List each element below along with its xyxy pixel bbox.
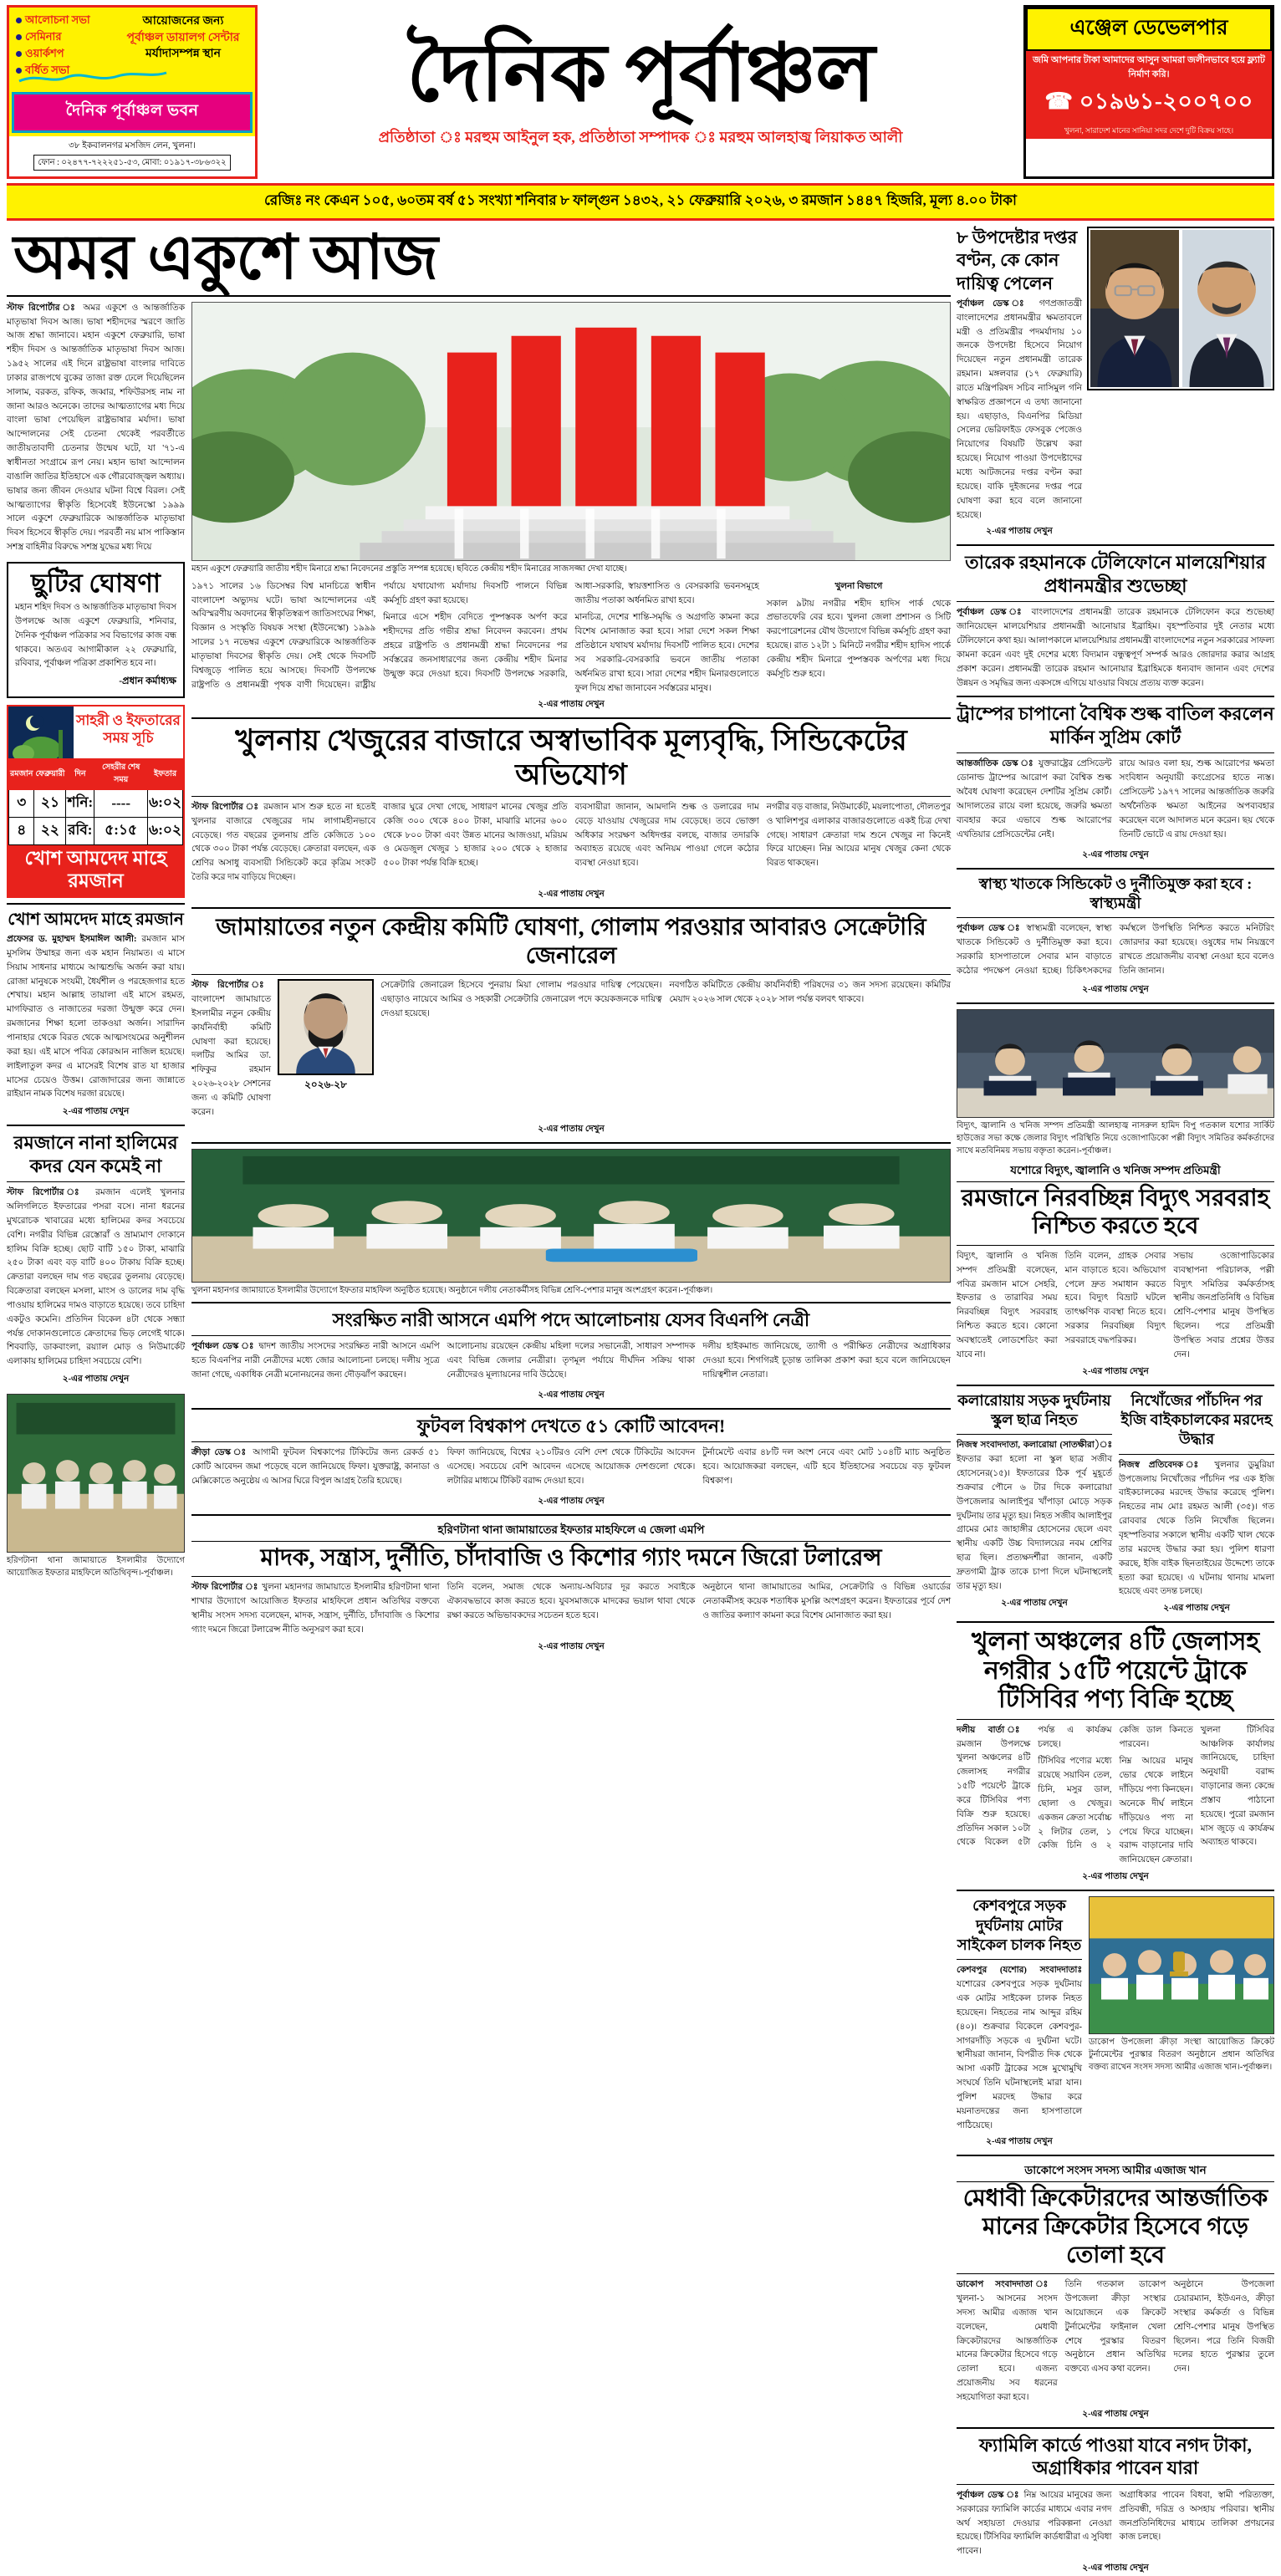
advisors-block [957,227,1082,539]
cricket-award-image [1090,1897,1273,2033]
accident-headline: কলারোয়ায় সড়ক দুর্ঘটনায় স্কুল ছাত্র নিহত [957,1391,1111,1428]
electricity-kicker: যশোরে বিদ্যুৎ, জ্বালানি ও খনিজ সম্পদ প্রতিমন্ত্রী [957,1161,1274,1182]
lead-body-columns [191,580,951,696]
women-mp-body [191,1340,951,1386]
jump-line[interactable]: ২-এর পাতায় দেখুন [1082,1366,1149,1376]
ramzan-body [7,1186,185,1370]
jamaat-byline: স্টাফ রিপোর্টার ঃ [191,981,271,991]
trump-body [957,757,1274,845]
divider [957,601,1274,602]
iftar-th-iftar: ইফতার [148,759,183,790]
anwar-ibrahim-portrait [1182,230,1271,387]
lead-photo-caption: মহান একুশে ফেব্রুয়ারি জাতীয় শহীদ মিনারে শ্রদ্ধা নিবেদনের প্রস্তুতি সম্পন্ন হয়েছে। ছবিতে কেন্দ্রীয় শহীদ মিনারের সাজসজ্জা দেখা যাচ্ছে। [191,564,627,574]
jump-line[interactable]: ২-এর পাতায় দেখুন [538,1390,605,1400]
leaders-photo-block [1087,227,1274,539]
family-card-body [957,2489,1274,2559]
khosh-article-title: খোশ আমদেদ মাহে রমজান [8,911,184,930]
khejur-headline: খুলনায় খেজুরের বাজারে অস্বাভাবিক মূল্যবৃদ্ধি, সিন্ডিকেটের অভিযোগ [235,724,907,791]
khejur-col4: নগরীর বড় বাজার, নিউমার্কেট, ময়লাপোতা, দৌলতপুর ও খালিশপুর এলাকার বাজারগুলোতে একই চিত্র দেখা গেছে। সাধারণ ক্রেতারা দাম শুনে খেজুর না কিনেই ফিরে যাচ্ছেন। নিম্ন আয়ের মানুষ খেজুর কেনা থেকে বিরত থাকছেন। [766,802,951,869]
advisors-byline: পূর্বাঞ্চল ডেস্ক ঃ [957,298,1031,309]
ad-line-1: আয়োজনের জন্য [142,15,224,28]
divider [191,1514,951,1516]
malaysia-text: বাংলাদেশের প্রধানমন্ত্রী তারেক রহমানকে টেলিফোন করে শুভেচ্ছা জানিয়েছেন মালয়েশিয়ার প্রধানমন্ত্রী আনোয়ার ইব্রাহিম। বৃহস্পতিবার দুই নেতার মধ্যে টেলিফোনে কথা হয়। আলাপকালে মালয়েশিয়ার প্রধানমন্ত্রী বাংলাদেশের নতুন সরকারের সাফল্য কামনা করেন এবং দুই দেশের মধ্যে বিদ্যমান বন্ধুত্বপূর্ণ সম্পর্ক আরও জোরদার করার আগ্রহ প্রকাশ করেন। প্রধানমন্ত্রী তারেক রহমান আনোয়ার ইব্রাহিমকে ধন্যবাদ জানান এবং দেশের উন্নয়ন ও সমৃদ্ধির জন্য একসঙ্গে এগিয়ে যাওয়ার বিষয়ে প্রত্যয় ব্যক্ত করেন। [957,608,1274,688]
divider [957,917,1274,918]
divider [191,1302,951,1303]
squiggle-decoration-icon [18,69,168,84]
health-body [957,922,1274,980]
lead-byline: স্টাফ রিপোর্টার ঃ [7,303,79,313]
ad-bullet-label: আলোচনা সভা [25,13,90,26]
divider [191,1441,951,1442]
tarique-rahman-portrait [1090,230,1179,387]
divider [191,1408,951,1410]
jamaat-col3: নবগঠিত কমিটিতে কেন্দ্রীয় কার্যনির্বাহী পরিষদের ৩১ জন সদস্য রয়েছেন। কমিটির মেয়াদ ২০২৬ সাল থেকে ২০২৮ সাল পর্যন্ত বলবৎ থাকবে। [669,981,951,1005]
iftar-mahfil-photo [191,1149,951,1283]
jump-line[interactable]: ২-এর পাতায় দেখুন [1163,1604,1230,1614]
trump-byline: আন্তর্জাতিক ডেস্ক ঃ [957,759,1035,769]
iftar-cell: ৪ [9,818,34,845]
masthead-right-ad [1023,5,1274,179]
trump-col1: যুক্তরাষ্ট্রের প্রেসিডেন্ট ডোনাল্ড ট্রাম্পের আরোপ করা বৈশ্বিক শুল্ক অবৈধ ঘোষণা করেছেন দেশটির সুপ্রিম কোর্ট। আদালতের রায়ে বলা হয়েছে, জরুরি ক্ষমতা ব্যবহার করে এভাবে শুল্ক আরোপের এখতিয়ার প্রেসিডেন্টের নেই। [957,759,1112,839]
zt-col2: তিনি বলেন, সমাজ থেকে অন্যায়-অবিচার দূর করতে সবাইকে ঐক্যবদ্ধভাবে কাজ করতে হবে। যুবসমাজকে মাদকের ভয়াল থাবা থেকে রক্ষা করতে অভিভাবকদের সচেতন হতে হবে। [447,1583,696,1620]
ad-bullet-label: বর্ধিত সভা [25,64,70,77]
ad-bullet-item [16,12,116,28]
cricket-col3: অনুষ্ঠানে উপজেলা চেয়ারম্যান, ইউএনও, ক্রীড়া সংস্থার কর্মকর্তা ও বিভিন্ন শ্রেণি-পেশার মানুষ উপস্থিত ছিলেন। পরে তিনি বিজয়ী দলের হাতে পুরস্কার তুলে দেন। [1173,2280,1274,2375]
family-card-headline: ফ্যামিলি কার্ডে পাওয়া যাবে নগদ টাকা, অগ্রাধিকার পাবেন যারা [978,2434,1253,2479]
dialog-center-ad [9,8,255,89]
masthead [7,5,1274,179]
accident-byline: নিজস্ব সংবাদদাতা, কলারোয়া (সাতক্ষীরা)ঃ [957,1441,1112,1451]
jump-line[interactable]: ২-এর পাতায় দেখুন [62,1375,130,1385]
lead-col1-text: অমর একুশে ও আন্তর্জাতিক মাতৃভাষা দিবস আজ। ভাষা শহীদদের স্মরণে জাতি আজ শ্রদ্ধা জানাবে। মহান একুশে ফেব্রুয়ারি, ভাষা শহীদ দিবস ও আন্তর্জাতিক মাতৃভাষা দিবস আজ। ১৯৫২ সালের এই দিনে রাষ্ট্রভাষা বাংলার দাবিতে ঢাকার রাজপথে বুকের তাজা রক্ত ঢেলে দিয়েছিলেন সালাম, বরকত, রফিক, জব্বার, শফিউরসহ নাম না জানা আরও অনেকে। তাদের আত্মত্যাগের মধ্য দিয়ে বাংলা ভাষা পেয়েছিল রাষ্ট্রভাষার মর্যাদা। ভাষা আন্দোলনের সেই চেতনা থেকেই পরবর্তীতে জাতীয়তাবাদী চেতনার উন্মেষ ঘটে, যা '৭১-এ স্বাধীনতা সংগ্রামে রূপ নেয়। মহান ভাষা আন্দোলন বাঙালি জাতির ইতিহাসে এক গৌরবোজ্জ্বল অধ্যায়। ভাষার জন্য জীবন দেওয়ার ঘটনা বিশ্বে বিরল। সেই আত্মত্যাগের স্বীকৃতি হিসেবেই ইউনেস্কো ১৯৯৯ সালে একুশে ফেব্রুয়ারিকে আন্তর্জাতিক মাতৃভাষা দিবস হিসেবে স্বীকৃতি দেয়। পরবর্তী নয় মাস পাকিস্তান সশস্ত্র বাহিনীর বিরুদ্ধে সশস্ত্র যুদ্ধের মধ্য দিয়ে [7,303,185,553]
ad-bullet-item [16,28,116,45]
ad-line-2: পূর্বাঞ্চল ডায়ালগ সেন্টার [126,31,240,44]
masthead-left-ad [7,5,258,179]
cricket-headline: মেধাবী ক্রিকেটারদের আন্তর্জাতিক মানের ক্রিকেটার হিসেবে গড়ে তোলা হবে [962,2186,1268,2268]
center-column [191,302,951,1655]
iftar-cell: ---- [94,790,148,818]
keshabpur-headline: কেশবপুরে সড়ক দুর্ঘটনায় মোটর সাইকেল চালক নিহত [957,1897,1082,1953]
masthead-address [9,135,255,172]
holiday-text: মহান শহিদ দিবস ও আন্তর্জাতিক মাতৃভাষা দিবস উপলক্ষে আজ একুশে ফেব্রুয়ারি, শনিবার, দৈনিক পূর্বাঞ্চল পত্রিকার সব বিভাগের কাজ বন্ধ থাকবে। অতএব আগামীকাল ২২ ফেব্রুয়ারি, রবিবার, পূর্বাঞ্চল পত্রিকা প্রকাশিত হবে না। [15,602,176,669]
iftar-cell: ৫:১৫ [94,818,148,845]
iftar-cell: ৬:০২ [148,818,183,845]
football-body [191,1446,951,1492]
divider [957,2427,1274,2429]
tcb-byline: দলীয় বার্তা ঃ [957,1725,1031,1735]
health-text: স্বাস্থ্যমন্ত্রী বলেছেন, স্বাস্থ্য খাতকে সিন্ডিকেট ও দুর্নীতিমুক্ত করা হবে। সরকারি হাসপাতালে সেবার মান বাড়াতে কঠোর পদক্ষেপ নেওয়া হচ্ছে। চিকিৎসকদের কর্মস্থলে উপস্থিতি নিশ্চিত করতে মনিটরিং জোরদার করা হয়েছে। ওষুধের দাম নিয়ন্ত্রণে রাখতে প্রয়োজনীয় ব্যবস্থা নেওয়া হবে বলেও তিনি জানান। [957,924,1274,976]
cricket-award-photo [1089,1896,1274,2034]
jump-line[interactable]: ২-এর পাতায় দেখুন [538,1124,605,1134]
zt-col3: অনুষ্ঠানে থানা জামায়াতের আমির, সেক্রেটারি ও বিভিন্ন ওয়ার্ডের নেতাকর্মীসহ কয়েক শতাধিক মুসল্লি অংশগ্রহণ করেন। ইফতারের পূর্বে দেশ ও জাতির কল্যাণ কামনা করে বিশেষ মোনাজাত করা হয়। [702,1583,951,1620]
divider [7,295,951,297]
jump-line[interactable]: ২-এর পাতায় দেখুন [1001,1598,1068,1608]
jump-line[interactable]: ২-এর পাতায় দেখুন [538,890,605,899]
lead-col2-text: ১৯৭১ সালের ১৬ ডিসেম্বর বিশ্ব মানচিত্রে স্বাধীন বাংলাদেশ অভ্যুদয় ঘটে। ভাষা আন্দোলনের এই অবিস্মরণীয় অবদানের স্বীকৃতিস্বরূপ জাতিসংঘের শিক্ষা, বিজ্ঞান ও সংস্কৃতি বিষয়ক সংস্থা (ইউনেস্কো) ১৯৯৯ সালের ১৭ নভেম্বর একুশে ফেব্রুয়ারিকে আন্তর্জাতিক মাতৃভাষা দিবসের স্বীকৃতি দেয়। সেই থেকে দিবসটি বিশ্বজুড়ে পালিত হয়ে আসছে। দিবসটি উপলক্ষে রাষ্ট্রপতি ও প্রধানমন্ত্রী পৃথক বাণী দিয়েছেন। রাষ্ট্রীয় পর্যায়ে যথাযোগ্য মর্যাদায় দিবসটি পালনে বিভিন্ন কর্মসূচি গ্রহণ করা হয়েছে। [191,581,568,690]
divider [957,696,1274,697]
jump-line[interactable]: ২-এর পাতায় দেখুন [538,1496,605,1506]
divider [957,1959,1082,1960]
holiday-title: ছুটির ঘোষণা [31,568,161,598]
divider [7,903,185,905]
divider [191,796,951,797]
tcb-col1: রমজান উপলক্ষে খুলনা অঞ্চলের ৪টি জেলাসহ নগরীর ১৫টি পয়েন্টে ট্রাকে করে টিসিবির পণ্য বিক্রি শুরু হয়েছে। প্রতিদিন সকাল ১০টা থেকে বিকেল ৫টা পর্যন্ত এ কার্যক্রম চলছে। [957,1725,1112,1848]
trump-headline: ট্রাম্পের চাপানো বৈশ্বিক শুল্ক বাতিল করলেন মার্কিন সুপ্রিম কোর্ট [957,703,1274,747]
photo-caption: হরিণটানা থানা জামায়াতে ইসলামীর উদ্যোগে আয়োজিত ইফতার মাহফিলে অতিথিবৃন্দ।-পূর্বাঞ্চল। [7,1556,185,1579]
bike-text: খুলনার ডুমুরিয়া উপজেলায় নিখোঁজের পাঁচদিন পর এক ইজি বাইকচালকের মরদেহ উদ্ধার করেছে পুলিশ। নিহতের নাম মোঃ রহমত আলী (৩৫)। গত রোববার থেকে তিনি নিখোঁজ ছিলেন। বৃহস্পতিবার সকালে স্থানীয় একটি খাল থেকে তার মরদেহ উদ্ধার করা হয়। পুলিশ ধারণা করছে, ইজি বাইক ছিনতাইয়ের উদ্দেশ্যে তাকে হত্যা করা হয়েছে। এ ঘটনায় থানায় মামলা হয়েছে এবং তদন্ত চলছে। [1119,1460,1274,1597]
women-mp-col2: আলোচনায় রয়েছেন কেন্দ্রীয় মহিলা দলের সভানেত্রী, সাধারণ সম্পাদক এবং বিভিন্ন জেলার নেত্রীরা। তৃণমূল পর্যায়ে দীর্ঘদিন সক্রিয় থাকা নেত্রীদেরও মূল্যায়নের দাবি উঠেছে। [447,1342,696,1380]
divider [7,1125,185,1126]
iftar-gathering-photo [7,1394,185,1553]
iftar-schedule-box [7,705,185,898]
developer-footer: খুলনা, সারাদেশ মানের সানিয়া সদর দেশে দুটি বিক্রয় সাহে। [1026,124,1272,139]
divider [191,717,951,719]
khejur-byline: স্টাফ রিপোর্টার ঃ [191,802,260,812]
khosh-article-body [7,933,185,1102]
football-byline: ক্রীড়া ডেস্ক ঃ [191,1448,248,1458]
zt-byline: স্টাফ রিপোর্টার ঃ [191,1583,259,1593]
ramadan-welcome-banner: খোশ আমদেদ মাহে রমজান [8,845,183,896]
developer-brand: এঞ্জেল ডেভেলপার [1026,8,1272,51]
iftar-header [8,706,183,758]
divider [957,1385,1274,1386]
family-card-byline: পূর্বাঞ্চল ডেস্ক ঃ [957,2490,1021,2500]
women-mp-col3: দলীয় হাইকমান্ড জানিয়েছে, ত্যাগী ও পরীক্ষিত নেত্রীদের অগ্রাধিকার দেওয়া হবে। শিগগিরই চূড়ান্ত তালিকা প্রকাশ করা হবে বলে জানিয়েছেন দায়িত্বশীল নেতারা। [702,1342,951,1380]
khosh-text: রমজান মাস মুসলিম উম্মাহর জন্য এক মহান নিয়ামত। এ মাসে সিয়াম সাধনার মাধ্যমে আত্মশুদ্ধি অর্জন করা যায়। রোজা মানুষকে সংযমী, ধৈর্যশীল ও পরহেজগার হতে শেখায়। মহান আল্লাহ তায়ালা এই মাসে রহমত, মাগফিরাত ও নাজাতের দরজা উন্মুক্ত করে দেন। রমজানের শিক্ষা হলো তাকওয়া অর্জন। সারাদিন পানাহার থেকে বিরত থেকে আত্মসংযমের অনুশীলন করা হয়। এই মাসে পবিত্র কোরআন নাজিল হয়েছে। লাইলাতুল কদর এ মাসেরই বিশেষ রাত যা হাজার মাসের চেয়েও উত্তম। রোজাদারের জন্য জান্নাতে রাইয়ান নামক বিশেষ দরজা রয়েছে। [7,935,185,1099]
malaysia-body [957,606,1274,691]
accident-body [957,1439,1112,1594]
iftar-header-row [9,759,183,790]
lead-col4-text: মানচিত্র, দেশের শান্তি-সমৃদ্ধি ও অগ্রগতি কামনা করে বিশেষ মোনাজাত করা হবে। সারা দেশে সকল শিক্ষা প্রতিষ্ঠানে যথাযথ মর্যাদায় দিবসটি পালিত হবে। দেশের সব সরকারি-বেসরকারি ভবনে জাতীয় পতাকা অর্ধনমিত রাখা হবে। সারা দেশের শহীদ মিনারগুলোতে ফুল দিয়ে শ্রদ্ধা জানাবেন সর্বস্তরের মানুষ। [574,613,759,693]
photo-caption: ডাকোপ উপজেলা ক্রীড়া সংস্থা আয়োজিত ক্রিকেট টুর্নামেন্টের পুরস্কার বিতরণ অনুষ্ঠানে প্রধান অতিথির বক্তব্য রাখেন সংসদ সদস্য আমীর এজাজ খান।-পূর্বাঞ্চল। [1089,2038,1274,2073]
electricity-col2: তিনি বলেন, গ্রাহক সেবার মান বাড়াতে হবে। অভিযোগ পেলে দ্রুত সমাধান করতে হবে। বিদ্যুৎ বিভ্রাট ঘটলে তাৎক্ষণিক ব্যবস্থা নিতে হবে। সরকার নিরবচ্ছিন্ন বিদ্যুৎ সরবরাহে বদ্ধপরিকর। [1064,1251,1166,1345]
bike-byline: নিজস্ব প্রতিবেদক ঃ [1119,1460,1206,1470]
bullet-dot-icon [16,34,22,40]
jump-line[interactable]: ২-এর পাতায় দেখুন [538,700,605,710]
women-mp-col1: দ্বাদশ জাতীয় সংসদের সংরক্ষিত নারী আসনে এমপি হতে বিএনপির নারী নেত্রীদের মধ্যে জোর আলোচনা চলছে। দলীয় সূত্রে জানা গেছে, একাধিক নেত্রী মনোনয়নের জন্য দৌড়ঝাঁপ করছেন। [191,1342,440,1380]
portrait-image [279,981,372,1074]
left-column [7,302,185,1655]
jump-line[interactable]: ২-এর পাতায় দেখুন [62,1107,130,1117]
electricity-headline: রমজানে নিরবচ্ছিন্ন বিদ্যুৎ সরবরাহ নিশ্চিত করতে হবে [961,1185,1270,1240]
ad-bullet-label: ওয়ার্কশপ [25,47,64,60]
building-banner [9,89,255,135]
bike-block [1119,1391,1274,1617]
tcb-col3: নিম্ন আয়ের মানুষ ভোর থেকে লাইনে দাঁড়িয়ে পণ্য কিনছেন। অনেকে দীর্ঘ লাইনে দাঁড়িয়েও পণ্য না পেয়ে ফিরে যাচ্ছেন। বরাদ্দ বাড়ানোর দাবি জানিয়েছেন ক্রেতারা। [1119,1757,1193,1865]
accident-text: ইফতার করা হলো না স্কুল ছাত্র সজীব হোসেনের(১৫)। ইফতারের ঠিক পূর্ব মুহূর্তে শুক্রবার পৌনে ৬ টার দিকে কলারোয়া উপজেলার আলাইপুর খাঁপাড়া মোড়ে সড়ক দুর্ঘটনায় তার মৃত্যু হয়। নিহত সজীব আলাইপুর গ্রামের মোঃ জাহাঙ্গীর হোসেনের ছেলে এবং স্থানীয় একটি উচ্চ বিদ্যালয়ের নবম শ্রেণির ছাত্র ছিল। প্রত্যক্ষদর্শীরা জানান, একটি দ্রুতগামী ট্রাক তাকে চাপা দিলে ঘটনাস্থলেই তার মৃত্যু হয়। [957,1455,1112,1591]
iftar-cell: শনি: [66,790,94,818]
trump-col2: রায়ে আরও বলা হয়, শুল্ক আরোপের ক্ষমতা সংবিধান অনুযায়ী কংগ্রেসের হাতে ন্যস্ত। প্রেসিডেন্ট ১৯৭৭ সালের আন্তর্জাতিক জরুরি অর্থনৈতিক ক্ষমতা আইনের অপব্যবহার করেছেন বলে আদালত মনে করেন। ছয় থেকে তিনটি ভোটে এ রায় দেওয়া হয়। [1119,759,1274,839]
keshabpur-byline: কেশবপুর (যশোর) সংবাদদাতাঃ [957,1966,1082,1976]
khejur-body [191,801,951,885]
lead-col-1 [7,302,185,555]
lead-headline: অমর একুশে আজ [13,224,437,293]
jump-line[interactable]: ২-এর পাতায় দেখুন [1082,849,1149,860]
football-col3: টুর্নামেন্টে এবার ৪৮টি দল অংশ নেবে এবং মোট ১০৪টি ম্যাচ অনুষ্ঠিত হবে। আয়োজকরা বলছেন, এটি হবে ইতিহাসের সবচেয়ে বড় ফুটবল বিশ্বকাপ। [702,1448,951,1486]
health-byline: পূর্বাঞ্চল ডেস্ক ঃ [957,924,1023,934]
mosque-icon [8,706,74,758]
football-col1: আগামী ফুটবল বিশ্বকাপের টিকিটের জন্য রেকর্ড ৫১ কোটি আবেদন জমা পড়েছে বলে জানিয়েছে ফিফা। যুক্তরাষ্ট্র, কানাডা ও মেক্সিকোতে অনুষ্ঠেয় এ আসর ঘিরে বিপুল আগ্রহ তৈরি হয়েছে। [191,1448,440,1486]
iftar-cell: ২১ [34,790,66,818]
jump-line[interactable]: ২-এর পাতায় দেখুন [1082,2409,1149,2419]
iftar-th-month: ফেব্রুয়ারী [34,759,66,790]
issue-info-bar: রেজিঃ নং কেএন ১০৫, ৬০তম বর্ষ ৫১ সংখ্যা শনিবার ৮ ফাল্গুন ১৪৩২, ২১ ফেব্রুয়ারি ২০২৬, ৩ রমজান ১৪৪৭ হিজরি, মূল্য ৪.০০ টাকা [7,183,1274,221]
jamaat-col2: সেক্রেটারি জেনারেল হিসেবে পুনরায় মিয়া গোলাম পরওয়ার দায়িত্ব পেয়েছেন। এছাড়াও নায়েবে আমির ও সহকারী সেক্রেটারি জেনারেল পদে কয়েকজনকে দায়িত্ব দেওয়া হয়েছে। [380,981,662,1018]
divider [957,1621,1274,1623]
developer-ad-box[interactable] [1023,5,1274,179]
divider [191,1142,951,1144]
health-headline: স্বাস্থ্য খাতকে সিন্ডিকেট ও দুর্নীতিমুক্ত করা হবে : স্বাস্থ্যমন্ত্রী [978,875,1253,911]
leader-photo-left [1090,230,1179,387]
family-card-col2: অগ্রাধিকার পাবেন বিধবা, স্বামী পরিত্যক্তা, প্রতিবন্ধী, দরিদ্র ও অসহায় পরিবার। স্থানীয় জনপ্রতিনিধিদের মাধ্যমে তালিকা প্রণয়নের কাজ চলছে। [1119,2490,1274,2543]
divider [191,1576,951,1577]
ramzan-text: রমজান এলেই খুলনার অলিগলিতে ইফতারের পসরা বসে। নানা ধরনের মুখরোচক খাবারের মধ্যে হালিমের কদর সবচেয়ে বেশি। নগরীর বিভিন্ন রেস্তোরাঁ ও ভ্রাম্যমাণ দোকানে হালিম বিক্রি হচ্ছে। ছোট বাটি ১৫০ টাকা, মাঝারি ২৫০ টাকা এবং বড় বাটি ৪০০ টাকায় বিক্রি হচ্ছে। ক্রেতারা বলছেন দাম গত বছরের তুলনায় বেড়েছে। বিক্রেতারা বলছেন মসলা, মাংস ও ডালের দাম বৃদ্ধি পাওয়ায় হালিমের দামও বাড়াতে হয়েছে। তবে চাহিদা একটুও কমেনি। প্রতিদিন বিকেল ৪টা থেকে সন্ধ্যা পর্যন্ত দোকানগুলোতে ক্রেতাদের ভিড় লেগেই থাকে। শিববাড়ি, ডাকবাংলা, রয়্যাল মোড় ও নিউমার্কেট এলাকায় হালিমের চাহিদা সবচেয়ে বেশি। [7,1188,185,1367]
zero-tolerance-kicker: হরিণটানা থানা জামায়াতের ইফতার মাহফিলে এ জেলা এমপি [191,1521,951,1542]
advisors-text: গণপ্রজাতন্ত্রী বাংলাদেশের প্রধানমন্ত্রীর ক্ষমতাবলে মন্ত্রী ও প্রতিমন্ত্রীর পদমর্যাদায় ১০ জনকে উপদেষ্টা হিসেবে নিয়োগ দিয়েছেন নতুন প্রধানমন্ত্রী তারেক রহমান। মঙ্গলবার (১৭ ফেব্রুয়ারি) রাতে মন্ত্রিপরিষদ সচিব নাসিমুল গনি স্বাক্ষরিত প্রজ্ঞাপনে এ তথ্য জানানো হয়। এছাড়াও, বিএনপির মিডিয়া সেলের ভেরিফাইড ফেসবুক পেজেও নিয়োগের বিষয়টি উল্লেখ করা হয়েছে। নিয়োগ পাওয়া উপদেষ্টাদের মধ্যে আটজনের দপ্তর বণ্টন করা হয়েছে। বাকি দুইজনের দপ্তর পরে ঘোষণা করা হবে বলে জানানো হয়েছে। [957,298,1082,520]
jump-line[interactable]: ২-এর পাতায় দেখুন [1082,1872,1149,1882]
jamaat-col1-text: বাংলাদেশ জামায়াতে ইসলামীর নতুন কেন্দ্রীয় কার্যনির্বাহী কমিটি ঘোষণা করা হয়েছে। দলটির আমির ডা. শফিকুর রহমান ২০২৬-২০২৮ সেশনের জন্য এ কমিটি ঘোষণা করেন। [191,995,271,1117]
gathering-photo-image [8,1395,184,1552]
bike-body [1119,1459,1274,1599]
main-content [7,224,1274,2576]
lead-col3-text: মিনারে এসে শহীদ বেদিতে পুষ্পস্তবক অর্পণ করে শহীদদের প্রতি গভীর শ্রদ্ধা নিবেদন করবেন। প্রথম প্রহরে রাষ্ট্রপতি ও প্রধানমন্ত্রী শ্রদ্ধা নিবেদনের পর সর্বস্তরের জনসাধারণের জন্য কেন্দ্রীয় শহীদ মিনার উন্মুক্ত করে দেওয়া হবে। দিবসটি উপলক্ষে সরকারি, আধা-সরকারি, স্বায়ত্তশাসিত ও বেসরকারি ভবনসমূহে জাতীয় পতাকা অর্ধনমিত রাখা হবে। [383,581,759,679]
masthead-center [263,5,1018,179]
electricity-body [957,1250,1274,1363]
jump-line[interactable]: ২-এর পাতায় দেখুন [1082,984,1149,994]
divider [957,2484,1274,2485]
table-row [9,790,183,818]
zt-col1: খুলনা মহানগর জামায়াতে ইসলামীর হরিণটানা থানা শাখার উদ্যোগে আয়োজিত ইফতার মাহফিলে প্রধান অতিথির বক্তব্যে স্থানীয় সংসদ সদস্য বলেছেন, মাদক, সন্ত্রাস, দুর্নীতি, চাঁদাবাজি ও কিশোর গ্যাং দমনে জিরো টলারেন্স নীতি অনুসরণ করা হবে। [191,1583,440,1635]
iftar-cell: ৬:০২ [148,790,183,818]
jamaat-session: ২০২৬-২৮ [304,1079,347,1091]
founder-line: প্রতিষ্ঠাতা ঃ মরহুম আইনুল হক, প্রতিষ্ঠাতা সম্পাদক ঃ মরহুম আলহাজ্ব লিয়াকত আলী [378,128,903,145]
mosque-moon-image [8,706,74,758]
divider [957,1719,1274,1720]
advisors-headline: ৮ উপদেষ্টার দপ্তর বণ্টন, কে কোন দায়িত্ব পেলেন [957,227,1078,293]
jamaat-headline: জামায়াতের নতুন কেন্দ্রীয় কমিটি ঘোষণা, গোলাম পরওয়ার আবারও সেক্রেটারি জেনারেল [216,915,926,969]
keshabpur-block [957,1896,1082,2150]
khejur-col2: বাজার ঘুরে দেখা গেছে, সাধারণ মানের খেজুর প্রতি কেজি ৩০০ থেকে ৪০০ টাকা, মাঝারি মানের ৬০০ থেকে ৮০০ টাকা এবং উন্নত মানের আজওয়া, মরিয়ম ও মেডজুল খেজুর ১ হাজার ২০০ থেকে ২ হাজার ৫০০ টাকা পর্যন্ত বিক্রি হচ্ছে। [383,802,568,869]
football-headline: ফুটবল বিশ্বকাপ দেখতে ৫১ কোটি আবেদন! [416,1415,726,1436]
tcb-col2: টিসিবির পণ্যের মধ্যে রয়েছে সয়াবিন তেল, চিনি, মসুর ডাল, ছোলা ও খেজুর। একজন ক্রেতা সর্বোচ্চ ২ লিটার তেল, ১ কেজি চিনি ও ২ কেজি ডাল কিনতে পারবেন। [1038,1725,1193,1851]
khejur-col1: রমজান মাস শুরু হতে না হতেই খুলনার বাজারে খেজুরের দাম লাগামহীনভাবে বেড়েছে। গত বছরের তুলনায় প্রতি কেজিতে ১০০ থেকে ৩০০ টাকা পর্যন্ত বেড়েছে। ক্রেতারা বলছেন, এক শ্রেণির অসাধু ব্যবসায়ী সিন্ডিকেট করে কৃত্রিম সংকট তৈরি করে দাম বাড়িয়ে দিচ্ছেন। [191,802,376,883]
right-column [957,227,1274,2576]
iftar-th-ramadan: রমজান [9,759,34,790]
divider [957,1890,1274,1891]
jump-line[interactable]: ২-এর পাতায় দেখুন [1082,2563,1149,2573]
zero-tolerance-headline: মাদক, সন্ত্রাস, দুর্নীতি, চাঁদাবাজি ও কিশোর গ্যাং দমনে জিরো টলারেন্স [260,1544,882,1571]
ramzan-headline: রমজানে নানা হালিমের কদর যেন কমেই না [13,1132,178,1176]
jamaat-rest [380,979,951,1120]
divider [191,974,951,975]
cricket-kicker: ডাকোপে সংসদ সদস্য আমীর এজাজ খান [957,2161,1274,2182]
lead-col5-text: সকাল ৯টায় নগরীর শহীদ হাদিস পার্ক থেকে প্রভাতফেরি বের হবে। খুলনা জেলা প্রশাসন ও সিটি করপোরেশনের যৌথ উদ্যোগে বিভিন্ন কর্মসূচি গ্রহণ করা হয়েছে। রাত ১২টা ১ মিনিটে নগরীর শহীদ হাদিস পার্কে কেন্দ্রীয় শহীদ মিনারে পুষ্পস্তবক অর্পণের মধ্য দিয়ে কর্মসূচি শুরু হবে। [766,599,951,679]
keshabpur-body [957,1964,1082,2133]
ad-bullet-item [16,45,116,62]
developer-phone[interactable]: ☎ ০১৯৬১-২০০৭০০ [1026,84,1272,124]
electricity-col3: সভায় ওজোপাডিকোর ব্যবস্থাপনা পরিচালক, পল্লী বিদ্যুৎ সমিতির কর্মকর্তাসহ স্থানীয় জনপ্রতিনিধি ও বিভিন্ন শ্রেণি-পেশার মানুষ উপস্থিত ছিলেন। পরে প্রতিমন্ত্রী উপস্থিত সবার প্রশ্নের উত্তর দেন। [1173,1251,1274,1359]
developer-tagline: জমি আপনার টাকা আমাদের আসুন আমরা জলীনভাবে হয়ে ফ্ল্যাট নির্মাণ করি। [1026,51,1272,84]
keshabpur-text: যশোরের কেশবপুরে সড়ক দুর্ঘটনায় এক মোটর সাইকেল চালক নিহত হয়েছেন। নিহতের নাম আব্দুর রহিম (৪০)। শুক্রবার বিকেলে কেশবপুর-সাগরদাঁড়ি সড়কে এ দুর্ঘটনা ঘটে। স্থানীয়রা জানান, বিপরীত দিক থেকে আসা একটি ট্রাকের সঙ্গে মুখোমুখি সংঘর্ষে তিনি ঘটনাস্থলেই মারা যান। পুলিশ মরদেহ উদ্ধার করে ময়নাতদন্তের জন্য হাসপাতালে পাঠিয়েছে। [957,1980,1082,2130]
meeting-photo-image [957,1010,1273,1117]
table-row [9,818,183,845]
divider [191,907,951,909]
jump-line[interactable]: ২-এর পাতায় দেখুন [986,527,1053,537]
leader-photo-right [1182,230,1271,387]
iftar-cell: রবি: [66,818,94,845]
tcb-col4: খুলনা টিসিবির আঞ্চলিক কার্যালয় জানিয়েছে, চাহিদা অনুযায়ী বরাদ্দ বাড়ানোর জন্য কেন্দ্রে প্রস্তাব পাঠানো হয়েছে। পুরো রমজান মাস জুড়ে এ কার্যক্রম অব্যাহত থাকবে। [1200,1725,1274,1848]
women-mp-headline: সংরক্ষিত নারী আসনে এমপি পদে আলোচনায় যেসব বিএনপি নেত্রী [332,1308,810,1330]
divider [957,1434,1112,1435]
newspaper-title: দৈনিক পূর্বাঞ্চল [406,28,875,118]
building-name: দৈনিক পূর্বাঞ্চল ভবন [12,92,253,133]
cricket-col1: খুলনা-১ আসনের সংসদ সদস্য আমীর এজাজ খান বলেছেন, মেধাবী ক্রিকেটারদের আন্তর্জাতিক মানের ক্রিকেটার হিসেবে গড়ে তোলা হবে। এজন্য প্রয়োজনীয় সব ধরনের সহযোগিতা করা হবে। [957,2294,1058,2402]
divider [957,2273,1274,2274]
bullet-dot-icon [16,51,22,57]
tcb-body [957,1724,1274,1868]
women-mp-byline: পূর্বাঞ্চল ডেস্ক ঃ [191,1342,256,1352]
family-card-col1: নিম্ন আয়ের মানুষের জন্য সরকারের ফ্যামিলি কার্ডের মাধ্যমে এবার নগদ অর্থ সহায়তা দেওয়ার পরিকল্পনা নেওয়া হয়েছে। টিসিবির ফ্যামিলি কার্ডধারীরা এ সুবিধা পাবেন। [957,2490,1112,2557]
jump-line[interactable]: ২-এর পাতায় দেখুন [538,1641,605,1651]
khosh-author: প্রফেসর ড. মুহাম্মদ ইসমাঈল আলী: [7,935,137,945]
divider [957,544,1274,546]
tcb-headline: খুলনা অঞ্চলের ৪টি জেলাসহ নগরীর ১৫টি পয়েন্টে ট্রাকে টিসিবির পণ্য বিক্রি হচ্ছে [971,1628,1260,1714]
photo-caption: বিদ্যুৎ, জ্বালানি ও খনিজ সম্পদ প্রতিমন্ত্রী আলহাজ্ব নাসরুল হামিদ বিপু গতকাল যশোর সার্কিট হাউজের সভা কক্ষে জেলার বিদ্যুৎ পরিস্থিতি নিয়ে ওজোপাডিকো পল্লী বিদ্যুৎ সমিতির কর্মকর্তাদের সাথে মতবিনিময় সভায় বক্তৃতা করেন।-পূর্বাঞ্চল। [957,1120,1274,1155]
ad-bullet-label: সেমিনার [25,30,62,43]
photo-caption: খুলনা মহানগর জামায়াতে ইসলামীর উদ্যোগে ইফতার মাহফিল অনুষ্ঠিত হয়েছে। অনুষ্ঠানে দলীয় নেতাকর্মীসহ বিভিন্ন শ্রেণি-পেশার মানুষ অংশগ্রহণ করেন।-পূর্বাঞ্চল। [191,1285,713,1295]
accident-block [957,1391,1112,1617]
jump-line[interactable]: ২-এর পাতায় দেখুন [986,2137,1053,2147]
divider [191,1335,951,1336]
holiday-signature: -প্রধান কর্মাধ্যক্ষ [119,676,176,687]
iftar-cell: ২২ [34,818,66,845]
divider [957,2155,1274,2156]
malaysia-headline: তারেক রহমানকে টেলিফোনে মালয়েশিয়ার প্রধানমন্ত্রীর শুভেচ্ছা [965,552,1266,596]
divider [957,1002,1274,1004]
football-col2: ফিফা জানিয়েছে, বিশ্বের ২১০টিরও বেশি দেশ থেকে টিকিটের আবেদন এসেছে। সবচেয়ে বেশি আবেদন এসেছে আয়োজক দেশগুলো থেকে। লটারির মাধ্যমে টিকিট বরাদ্দ দেওয়া হবে। [447,1448,696,1486]
khejur-col3: ব্যবসায়ীরা জানান, আমদানি শুল্ক ও ডলারের দাম বেড়ে যাওয়ায় খেজুরের দাম বেড়েছে। তবে ভোক্তা অধিকার সংরক্ষণ অধিদপ্তর বলছে, বাজার তদারকি অব্যাহত রয়েছে এবং অনিয়ম পাওয়া গেলে কঠোর ব্যবস্থা নেওয়া হবে। [574,802,759,869]
shaheed-minar-photo [191,302,951,561]
divider [7,1181,185,1182]
jamaat-col1 [191,979,271,1120]
shaheed-minar-image [192,303,950,560]
iftar-mahfil-image [192,1150,950,1282]
leaders-photos [1087,227,1274,390]
electricity-col1: বিদ্যুৎ, জ্বালানি ও খনিজ সম্পদ প্রতিমন্ত্রী বলেছেন, পবিত্র রমজান মাসে সেহরি, ইফতার ও তারাবির সময় নিরবচ্ছিন্ন বিদ্যুৎ সরবরাহ নিশ্চিত করতে হবে। কোনো অবস্থাতেই লোডশেডিং করা যাবে না। [957,1251,1058,1359]
ad-line-3: মর্যাদাসম্পন্ন স্থান [145,48,221,61]
bike-headline: নিখোঁজের পাঁচদিন পর ইজি বাইকচালকের মরদেহ উদ্ধার [1120,1391,1273,1448]
iftar-table [8,758,183,845]
iftar-title: সাহরী ও ইফতারের সময় সূচি [76,712,181,747]
address-line-1: ৩৮ ইকবালনগর মসজিদ লেন, খুলনা। [68,141,196,150]
divider [957,868,1274,870]
divider [1119,1454,1274,1455]
divider [957,1245,1274,1246]
cricket-body [957,2278,1274,2405]
iftar-th-day: দিন [66,759,94,790]
malaysia-byline: পূর্বাঞ্চল ডেস্ক ঃ [957,608,1026,618]
cricket-col2: তিনি গতকাল ডাকোপ উপজেলা ক্রীড়া সংস্থার আয়োজনে এক ক্রিকেট টুর্নামেন্টের ফাইনাল খেলা শেষে পুরস্কার বিতরণ অনুষ্ঠানে প্রধান অতিথির বক্তব্যে এসব কথা বলেন। [1064,2280,1166,2375]
jamaat-portrait [278,979,374,1120]
ramzan-byline: স্টাফ রিপোর্টার ঃ [7,1188,87,1198]
electricity-meeting-photo [957,1009,1274,1118]
iftar-th-sehri: সেহরীর শেষ সময় [94,759,148,790]
cricket-byline: ডাকোপ সংবাদদাতা ঃ [957,2280,1058,2290]
bullet-dot-icon [16,18,22,23]
advisors-body [957,298,1082,523]
iftar-cell: ৩ [9,790,34,818]
divider [957,752,1274,753]
zero-tolerance-body [191,1581,951,1637]
holiday-notice-box [7,562,185,698]
lead-subhead: খুলনা বিভাগে [834,581,883,591]
cricket-photo-block [1089,1896,1274,2150]
address-line-2: ফোন : ০২৪৭৭-৭২২২৫১-৫৩, মোবা: ০১৯১৭-৩৮৬৩২২ [33,155,230,171]
